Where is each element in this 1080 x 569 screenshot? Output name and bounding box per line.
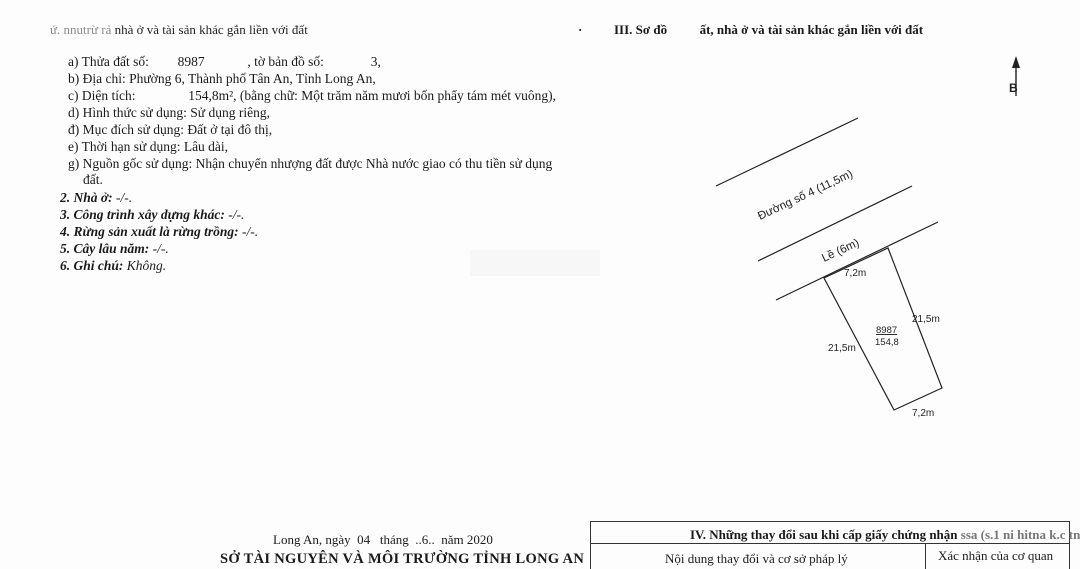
changes-table-title-faded: ssa (s.1 ni hitna k.c tn bbox=[957, 527, 1080, 542]
col-change-content-header: Nội dung thay đổi và cơ sở pháp lý bbox=[665, 551, 848, 566]
table-divider-vertical bbox=[925, 543, 926, 569]
sidewalk-label: Lề (6m) bbox=[820, 237, 862, 265]
planted-forest-value: -/-. bbox=[238, 224, 259, 239]
top-edge-label: 7,2m bbox=[844, 268, 867, 279]
header-faded-prefix: ứ. nnutrừ rả bbox=[50, 22, 112, 37]
notes-label: 6. Ghi chú: bbox=[60, 258, 124, 273]
origin-line-1: g) Nguồn gốc sử dụng: Nhận chuyển nhượng đất được Nhà nước giao có thu tiền sử dụng bbox=[68, 156, 553, 171]
other-construction-label: 3. Công trình xây dựng khác: bbox=[60, 207, 225, 222]
parcel-number: 8987 bbox=[876, 325, 898, 336]
map-sheet-value: 3, bbox=[370, 54, 381, 69]
area-value: 154,8m², (bằng chữ: Một trăm năm mươi bốn phẩy tám mét vuông), bbox=[188, 88, 556, 103]
col-confirmation-header: Xác nhận của cơ quan bbox=[938, 548, 1054, 563]
origin-line-2: đất. bbox=[83, 172, 103, 187]
north-label: B bbox=[1009, 81, 1018, 95]
usage-purpose-line: đ) Mục đích sử dụng: Đất ở tại đô thị, bbox=[68, 122, 273, 137]
bottom-edge-label: 7,2m bbox=[912, 408, 935, 419]
house-value: -/-. bbox=[112, 190, 133, 205]
parcel-label: a) Thửa đất số: bbox=[68, 54, 149, 69]
header-dot: · bbox=[578, 22, 583, 37]
changes-table-title-text: IV. Những thay đổi sau khi cấp giấy chứng nhận bbox=[690, 527, 958, 542]
sidewalk-edge bbox=[776, 222, 938, 300]
road-label: Đường số 4 (11,5m) bbox=[756, 168, 855, 223]
right-edge-label: 21,5m bbox=[912, 314, 940, 325]
diagram-section-header: III. Sơ đồ ất, nhà ở và tài sản khác gắn liền với đất bbox=[614, 22, 924, 37]
house-label: 2. Nhà ở: bbox=[60, 190, 113, 205]
planted-forest-label: 4. Rừng sản xuất là rừng trồng: bbox=[60, 224, 239, 239]
perennial-trees-label: 5. Cây lâu năm: bbox=[60, 241, 150, 256]
table-divider-horizontal bbox=[590, 543, 1070, 544]
parcel-area: 154,8 bbox=[875, 337, 899, 348]
perennial-trees-value: -/-. bbox=[149, 241, 169, 256]
map-sheet-label: , tờ bản đồ số: bbox=[247, 54, 324, 69]
notes-value: Không. bbox=[123, 258, 167, 273]
issuing-agency: SỞ TÀI NGUYÊN VÀ MÔI TRƯỜNG TỈNH LONG AN bbox=[220, 551, 585, 567]
north-arrow-icon bbox=[1009, 56, 1020, 96]
area-label: c) Diện tích: bbox=[68, 88, 136, 103]
address-line: b) Địa chỉ: Phường 6, Thành phố Tân An, Tỉnh Long An, bbox=[68, 71, 376, 86]
usage-term-line: e) Thời hạn sử dụng: Lâu dài, bbox=[68, 139, 229, 154]
header-text: nhà ở và tài sản khác gắn liền với đất bbox=[114, 22, 308, 37]
parcel-value: 8987 bbox=[177, 54, 205, 69]
issue-date: Long An, ngày 04 tháng ..6.. năm 2020 bbox=[273, 532, 493, 547]
left-edge-label: 21,5m bbox=[828, 343, 856, 354]
other-construction-value: -/-. bbox=[224, 207, 245, 222]
usage-form-line: d) Hình thức sử dụng: Sử dụng riêng, bbox=[68, 105, 270, 120]
changes-table-title bbox=[690, 527, 1080, 543]
